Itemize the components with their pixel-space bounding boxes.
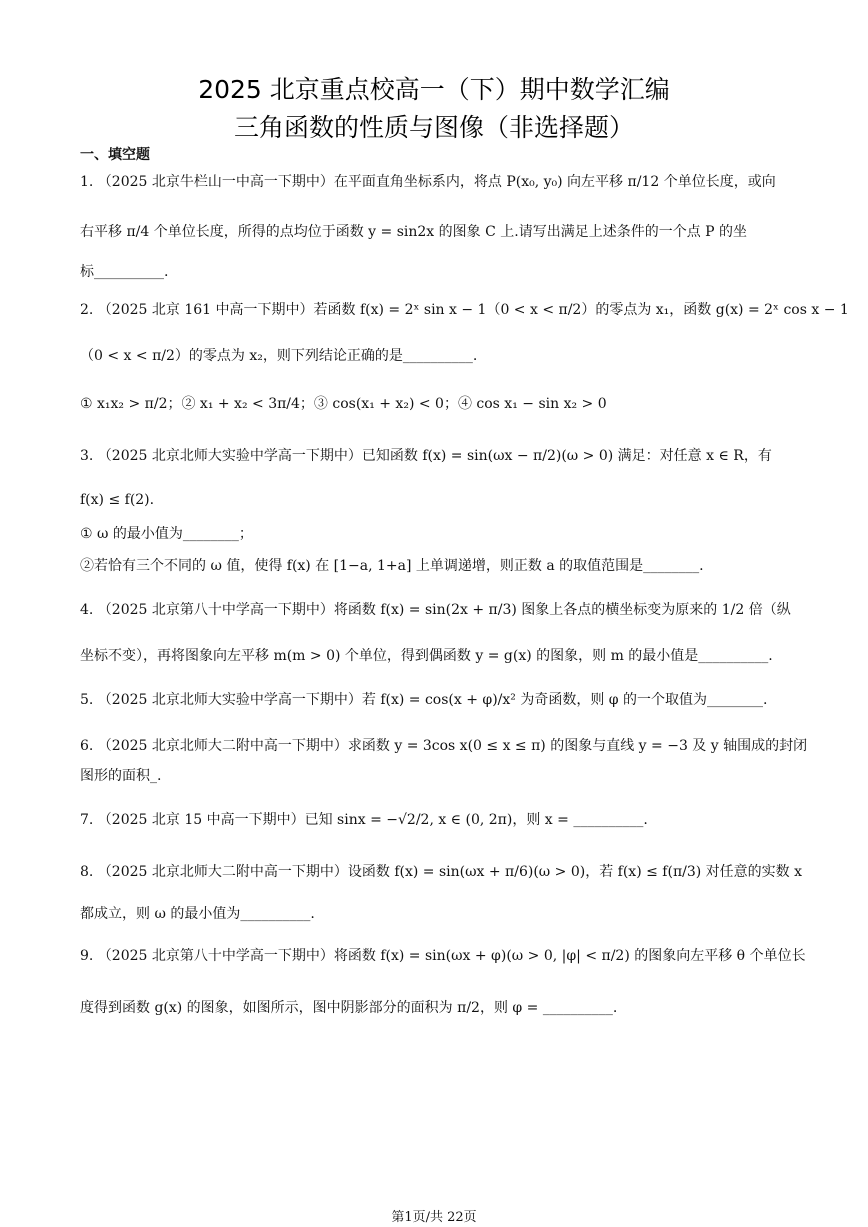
q1-line1: 1. （2025 北京牛栏山一中高一下期中）在平面直角坐标系内，将点 P(x₀, y₀) 向左平移 π/12 个单位长度，或向 xyxy=(80,174,776,190)
section-heading: 一、填空题 xyxy=(80,147,150,163)
q4-line2: 坐标不变），再将图象向左平移 m(m > 0) 个单位，得到偶函数 y = g(x) 的图象，则 m 的最小值是__________. xyxy=(80,648,773,664)
q7-line1: 7. （2025 北京 15 中高一下期中）已知 sinx = −√2/2, x ∈ (0, 2π)，则 x = __________. xyxy=(80,812,648,828)
q3-line2: f(x) ≤ f(2). xyxy=(80,492,155,508)
q3-part2: ②若恰有三个不同的 ω 值，使得 f(x) 在 [1−a, 1+a] 上单调递增，则正数 a 的取值范围是________. xyxy=(80,558,704,574)
q8-line2: 都成立，则 ω 的最小值为__________. xyxy=(80,906,315,922)
q9-line1: 9. （2025 北京第八十中学高一下期中）将函数 f(x) = sin(ωx + φ)(ω > 0, |φ| < π/2) 的图象向左平移 θ 个单位长 xyxy=(80,948,806,964)
q2-line2: （0 < x < π/2）的零点为 x₂，则下列结论正确的是__________. xyxy=(80,348,478,364)
q2-line1: 2. （2025 北京 161 中高一下期中）若函数 f(x) = 2ˣ sin x − 1（0 < x < π/2）的零点为 x₁，函数 g(x) = 2ˣ cos x − 1 xyxy=(80,302,849,318)
page-subtitle: 三角函数的性质与图像（非选择题） xyxy=(233,113,634,142)
q4-line1: 4. （2025 北京第八十中学高一下期中）将函数 f(x) = sin(2x + π/3) 图象上各点的横坐标变为原来的 1/2 倍（纵 xyxy=(80,602,791,618)
q5-line1: 5. （2025 北京北师大实验中学高一下期中）若 f(x) = cos(x + φ)/x² 为奇函数，则 φ 的一个取值为________. xyxy=(80,692,768,708)
q1-line2: 右平移 π/4 个单位长度，所得的点均位于函数 y = sin2x 的图象 C 上.请写出满足上述条件的一个点 P 的坐 xyxy=(80,224,748,240)
page-title: 2025 北京重点校高一（下）期中数学汇编 xyxy=(198,75,670,104)
q1-line3: 标__________. xyxy=(80,264,169,280)
q8-line1: 8. （2025 北京北师大二附中高一下期中）设函数 f(x) = sin(ωx + π/6)(ω > 0)，若 f(x) ≤ f(π/3) 对任意的实数 x xyxy=(80,864,803,880)
q3-line1: 3. （2025 北京北师大实验中学高一下期中）已知函数 f(x) = sin(ωx − π/2)(ω > 0) 满足：对任意 x ∈ R，有 xyxy=(80,448,772,464)
q2-options: ① x₁x₂ > π/2；② x₁ + x₂ < 3π/4；③ cos(x₁ + x₂) < 0；④ cos x₁ − sin x₂ > 0 xyxy=(80,396,607,412)
q9-line2: 度得到函数 g(x) 的图象，如图所示，图中阴影部分的面积为 π/2，则 φ = __________. xyxy=(80,1000,618,1016)
q3-part1: ① ω 的最小值为________； xyxy=(80,526,253,542)
q6-line1: 6. （2025 北京北师大二附中高一下期中）求函数 y = 3cos x(0 ≤ x ≤ π) 的图象与直线 y = −3 及 y 轴围成的封闭 xyxy=(80,738,808,754)
q6-line2: 图形的面积_. xyxy=(80,768,162,784)
page-footer: 第1页/共 22页 xyxy=(391,1210,477,1225)
